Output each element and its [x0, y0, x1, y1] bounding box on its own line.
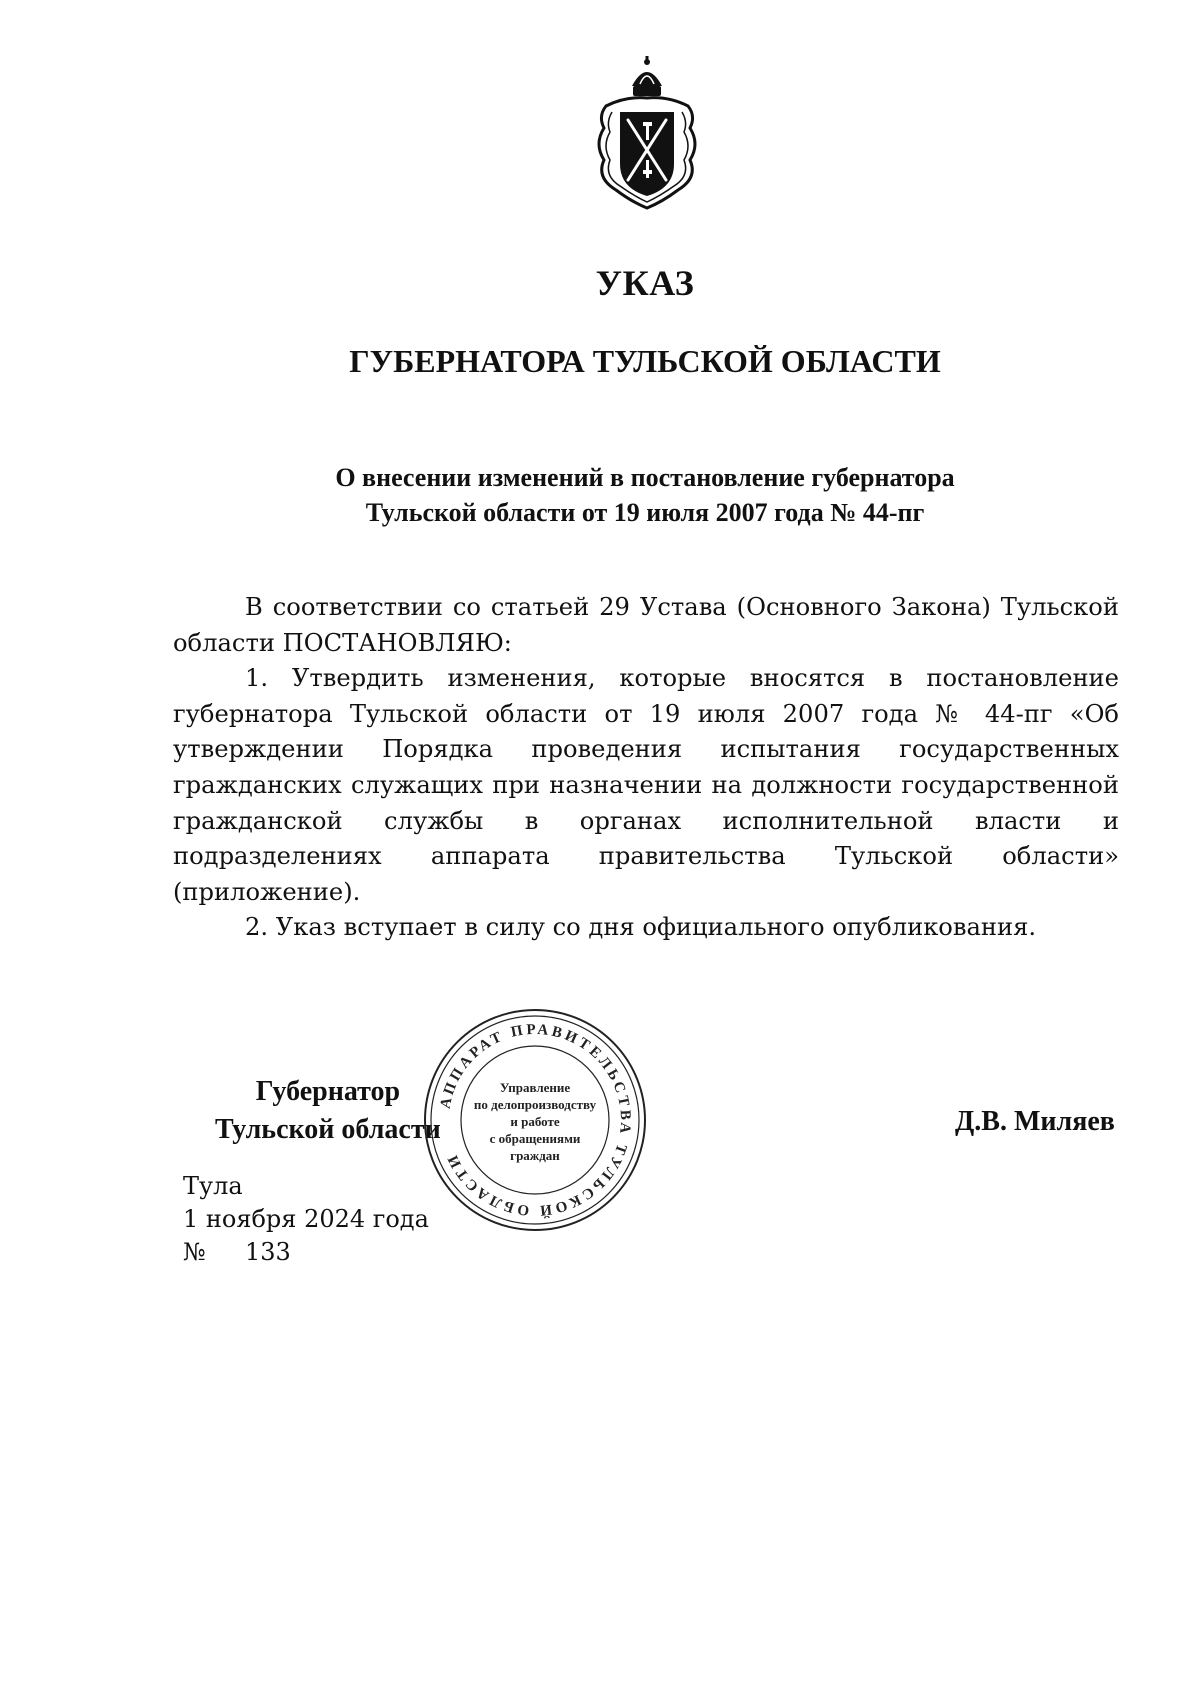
stamp-center-line-1: Управление [499, 1080, 571, 1095]
body-paragraph-item-2: 2. Указ вступает в силу со дня официального опубликования. [245, 913, 1037, 942]
signatory-position-line-1: Губернатор [255, 1076, 401, 1107]
tula-coat-of-arms-icon [588, 56, 706, 216]
body-paragraph-item-1: 1. Утвердить изменения, которые вносятся в постановление губернатора Тульской области от 19 июля 2007 года № 44-пг «Об утверждении Порядка проведения испытания государственных гражданских служащих при назначении на должности государственной гражданской службы в органах исполнительной власти и подразделениях аппарата правительства Тульской области» (приложение). [173, 664, 1119, 906]
signatory-position-line-2: Тульской области [215, 1114, 441, 1145]
document-city: Тула [183, 1172, 243, 1200]
signatory-name: Д.В. Миляев [955, 1106, 1115, 1137]
stamp-center-line-5: граждан [510, 1148, 560, 1163]
stamp-center-line-3: и работе [510, 1114, 560, 1129]
stamp-center-line-2: по делопроизводству [473, 1097, 597, 1112]
subject-line-1: О внесении изменений в постановление губернатора [335, 463, 955, 492]
signatory-position [215, 1073, 441, 1149]
stamp-ring-text: АППАРАТ ПРАВИТЕЛЬСТВА ТУЛЬСКОЙ ОБЛАСТИ [437, 1021, 634, 1219]
body-paragraph-preamble: В соответствии со статьей 29 Устава (Основного Закона) Тульской области ПОСТАНОВЛЯЮ: [173, 593, 1119, 657]
document-subject [0, 460, 1200, 530]
number-label: № [183, 1238, 206, 1266]
official-stamp [420, 1005, 650, 1235]
number-value: 133 [245, 1238, 291, 1266]
document-body [173, 590, 1119, 946]
document-type-title: УКАЗ [595, 263, 695, 303]
document-number [183, 1236, 429, 1269]
subject-line-2: Тульской области от 19 июля 2007 года № 44-пг [365, 498, 925, 527]
issuer-title: ГУБЕРНАТОРА ТУЛЬСКОЙ ОБЛАСТИ [349, 343, 941, 379]
document-date: 1 ноября 2024 года [183, 1205, 429, 1233]
stamp-center-line-4: с обращениями [489, 1131, 581, 1146]
document-place-date-number [183, 1170, 429, 1269]
